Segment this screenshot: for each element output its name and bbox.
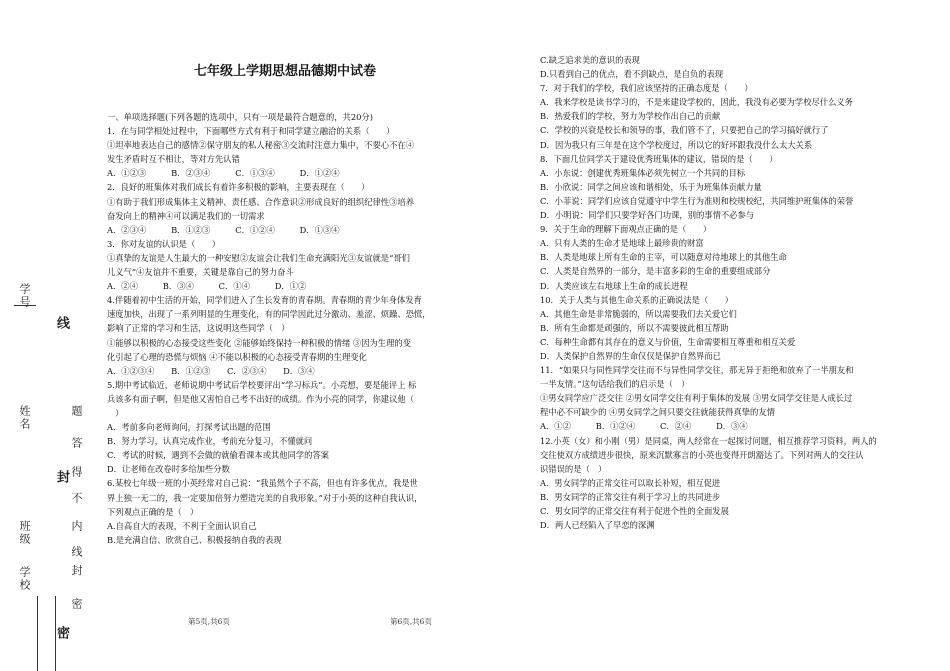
right-column xyxy=(540,53,877,532)
left-column-line: 2．良好的班集体对我们成长有着许多积极的影响，主要表现在（ ） xyxy=(107,182,370,193)
left-column-line: B.是充满自信、欣赏自己、积极接纳自我的表现 xyxy=(107,534,282,545)
left-column-line: A．①②③④ B．①②③ C．②③④ D．③④ xyxy=(107,365,315,376)
right-column-line: 7．对于我们的学校，我们应该坚持的正确态度是（ ） xyxy=(540,83,753,94)
right-column-line: B．所有生命都是顽强的，所以不需要彼此相互帮助 xyxy=(540,322,729,333)
student-id-label: 学号 xyxy=(18,283,31,309)
left-column-line: A．①②③ B．②③④ C．①③④ D．①②④ xyxy=(107,168,340,179)
binding-margin xyxy=(0,0,95,671)
right-column-line: A．只有人类的生命才是地球上最珍贵的财富 xyxy=(540,238,704,249)
right-column-line: D．人类应该左右地球上生命的成长进程 xyxy=(540,280,688,291)
right-column-line: 9．关于生命的理解下面观点正确的是（ ） xyxy=(540,224,712,235)
seal-chars-line-seal: 线 封 xyxy=(70,546,83,578)
left-column-line: A．②③④ B．①②③ C．①②④ D．①③④ xyxy=(107,224,340,235)
right-column-line: A．男女同学的正常交往可以取长补短，相互促进 xyxy=(540,477,721,488)
left-column-line: 4.伴随着初中生活的开始，同学们进入了生长发育的青春期。青春期的青少年身体发育 xyxy=(107,295,422,306)
right-column-line: B．小欣说：同学之间应该和谐相处，乐于为班集体贡献力量 xyxy=(540,181,762,192)
seal-char-bu: 不 xyxy=(70,492,83,505)
exam-title: 七年级上学期思想品德期中试卷 xyxy=(193,64,376,79)
left-column xyxy=(107,110,431,547)
right-column-line: D．两人已经陷入了早恋的深渊 xyxy=(540,520,655,531)
right-column-line: 交往使双方成绩进步很快，原来沉默寡言的小英也变得开朗豁达了。下列对两人的交往认 xyxy=(540,449,864,460)
left-column-line: A.自高自大的表现，不利于全面认识自己 xyxy=(107,520,257,531)
right-column-line: D．人类保护自然界的生命仅仅是保护自然界而已 xyxy=(540,350,721,361)
right-column-line: ①男女同学应广泛交往 ②男女同学交往有利于集体的发展 ③男女同学交往是人成长过 xyxy=(540,393,853,404)
seal-char-ti: 题 xyxy=(70,405,83,418)
seal-mark: 封 xyxy=(54,470,69,485)
page-number-left: 第5页,共6页 xyxy=(188,617,230,626)
right-column-line: C．小菲说：同学们应该自觉遵守中学生行为准则和校规校纪，共同维护班集体的荣誉 xyxy=(540,195,854,206)
left-column-line: 下列观点正确的是（ ） xyxy=(107,506,199,517)
seal-char-da: 答 xyxy=(70,437,83,450)
right-column-line: C．每种生命都有其存在的意义与价值，生命需要相互尊重和相互关爱 xyxy=(540,336,796,347)
right-column-line: B．热爱我们的学校，努力为学校作出自己的贡献 xyxy=(540,111,721,122)
secret-mark: 密 xyxy=(54,626,69,641)
seal-char-nei: 内 xyxy=(70,520,83,533)
left-column-line: 化引起了心理的恐慌与烦恼 ④不能以积极的心态接受青春期的生理变化 xyxy=(107,351,367,362)
left-column-line: 3．你对友谊的认识是（ ） xyxy=(107,238,221,249)
left-column-line: 儿义气”④友谊并不重要，关键是靠自己的努力奋斗 xyxy=(107,267,294,278)
right-column-line: A．①② B．①②④ C．②④ D．③④ xyxy=(540,421,748,432)
left-column-line: A．考前多向老师询问，打探考试出题的范围 xyxy=(107,422,271,433)
left-column-line: 影响了正常的学习和生活，这说明这些同学（ ） xyxy=(107,323,290,334)
right-column-line: 11．“如果只与同性同学交往而不与异性同学交往，那无异于拒绝和放弃了一半朋友和 xyxy=(540,365,854,376)
right-column-line: A．小东说：创建优秀班集体必须先树立一个共同的目标 xyxy=(540,167,746,178)
right-column-line: D．小明说：同学们只要学好各门功课，别的事情不必参与 xyxy=(540,210,755,221)
right-column-line: D.只看到自己的优点，看不到缺点，是自负的表现 xyxy=(540,69,724,80)
binding-rule-inner xyxy=(55,596,56,671)
class-label: 班级 xyxy=(18,520,31,546)
left-column-line: ） xyxy=(107,407,124,418)
left-column-line: C．考试的时候，遇到不会做的就偷看课本或其他同学的答案 xyxy=(107,450,330,461)
left-column-line: ①能够以积极的心态接受这些变化 ②能够始终保持一种积极的情绪 ③因为生理的变 xyxy=(107,337,411,348)
right-column-line: A．其他生命是非常脆弱的，所以需要我们去关爱它们 xyxy=(540,308,737,319)
right-column-line: B．人类是地球上所有生命的主宰，可以随意对待地球上的其他生命 xyxy=(540,252,787,263)
right-column-line: 8．下面几位同学关于建设优秀班集体的建议，错误的是（ ） xyxy=(540,153,778,164)
left-column-line: 6.某校七年级一班的小英经常对自己说：“我虽然个子不高，但也有许多优点，我是世 xyxy=(107,478,418,489)
left-column-line: ①坦率地表达自己的感情②保守朋友的私人秘密③交流时注意力集中，不要心不在④ xyxy=(107,140,414,151)
right-column-line: C．人类是自然界的一部分，是丰富多彩的生命的重要组成部分 xyxy=(540,266,771,277)
right-column-line: 识错误的是（ ） xyxy=(540,463,607,474)
left-column-line: 界上独一无二的，我一定要加倍努力塑造完美的自我形象。”对于小英的这种自我认识， xyxy=(107,492,423,503)
right-column-line: C．男女同学的正常交往有利于促进个性的全面发展 xyxy=(540,506,729,516)
left-column-line: 奋发向上的精神④可以满足我们的一切需求 xyxy=(107,210,265,221)
line-mark: 线 xyxy=(54,316,69,331)
right-column-line: B．男女同学的正常交往有利于学习上的共同进步 xyxy=(540,491,721,502)
name-label: 姓名 xyxy=(18,405,31,431)
seal-char-mi: 密 xyxy=(70,598,83,611)
seal-char-de: 得 xyxy=(70,466,83,479)
right-column-line: C.缺乏追求美的意识的表现 xyxy=(540,55,640,65)
left-column-line: 5.期中考试临近，老师说期中考试后学校要评出“学习标兵”。小亮想，要是能评上 标 xyxy=(107,379,417,390)
right-column-line: 一半友情。”这句话给我们的启示是（ ） xyxy=(540,379,690,390)
left-column-line: A．②④ B．③④ C．①④ D．①② xyxy=(107,281,307,292)
binding-rule-outer xyxy=(37,596,38,671)
school-label: 学校 xyxy=(18,566,31,592)
right-column-line: 10．关于人类与其他生命关系的正确说法是（ ） xyxy=(540,294,734,305)
page-number-right: 第6页,共6页 xyxy=(390,617,432,626)
left-column-line: 一、单项选择题(下列各题的选项中，只有一项是最符合题意的，共20分) xyxy=(107,112,373,122)
left-column-line: 速度加快，出现了一系列明显的生理变化，有的同学因此过分激动、羞涩、烦躁、恐慌， xyxy=(107,309,431,320)
left-column-line: D．让老师在改卷时多给加些分数 xyxy=(107,464,230,475)
right-column-line: 程中必不可缺少的 ④男女同学之间只要交往就能获得真挚的友情 xyxy=(540,407,775,418)
left-column-line: 发生矛盾时互不相让，等对方先认错 xyxy=(107,154,240,165)
left-column-line: ①有助于我们形成集体主义精神、责任感、合作意识②形成良好的组织纪律性③培养 xyxy=(107,196,414,207)
right-column-line: 12.小英（女）和小刚（男）是同桌，两人经常在一起探讨问题，相互推荐学习资料，两人的 xyxy=(540,435,877,446)
left-column-line: B．努力学习，认真完成作业，考前充分复习，不懂就问 xyxy=(107,436,313,447)
left-column-line: ①真挚的友谊是人生最大的一种安慰②友谊会让我们生命充满阳光③友谊就是“哥们 xyxy=(107,252,410,263)
right-column-line: A．我来学校是读书学习的，不是来建设学校的，因此，我没有必要为学校尽什么义务 xyxy=(540,97,853,108)
left-column-line: 兵该多有面子啊，但是他又害怕自己考不出好的成绩。作为小亮的同学，你建议他（ xyxy=(107,393,414,404)
left-column-line: 1．在与同学相处过程中，下面哪些方式有利于和同学建立融洽的关系（ ） xyxy=(107,126,395,137)
right-column-line: C．学校的兴衰是校长和领导的事，我们管不了，只要把自己的学习搞好就行了 xyxy=(540,125,829,136)
right-column-line: D．因为我只有三年是在这个学校度过，所以它的好坏跟我没什么太大关系 xyxy=(540,139,813,150)
